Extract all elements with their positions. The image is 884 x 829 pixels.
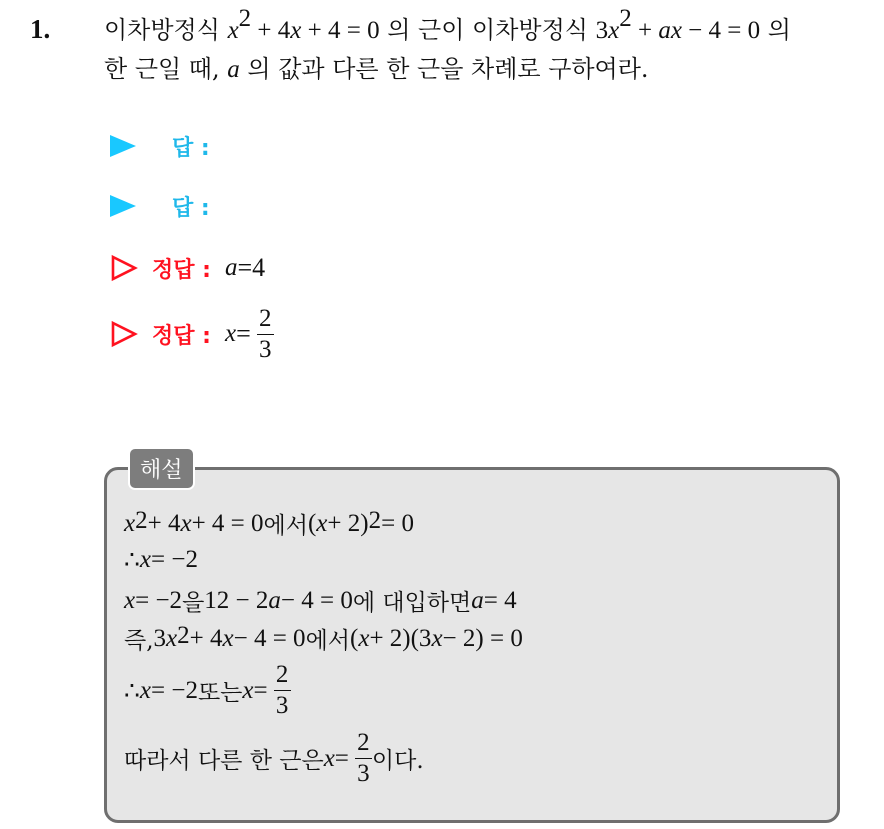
- equation-1: $x^2 + 4x + 4 = 0$: [227, 5, 380, 44]
- correct-row-2: [110, 304, 274, 364]
- solution-line-5: ∴ x = −2 또는 x = $\frac{2}{3}$: [124, 662, 291, 719]
- fraction: $\frac{2}{3}$: [257, 306, 274, 363]
- answer-row-1: [110, 126, 210, 166]
- answer-label: 답 :: [172, 135, 210, 161]
- correct-answer-1: a = 4: [224, 253, 266, 282]
- correct-answer-2: x = $\frac{2}{3}$: [225, 306, 274, 363]
- fraction: $\frac{2}{3}$: [274, 662, 291, 719]
- outline-play-icon: [110, 254, 138, 282]
- play-arrow-icon: [110, 195, 136, 217]
- solution-line-2: ∴ x = −2: [124, 546, 198, 574]
- solution-line-6: 따라서 다른 한 근은 x = $\frac{2}{3}$ 이다.: [124, 729, 424, 787]
- question-text: 의: [760, 16, 791, 44]
- play-arrow-icon: [110, 135, 136, 157]
- question-number: 1.: [30, 14, 51, 44]
- answer-row-2: [110, 186, 210, 226]
- question-text: 의 근이 이차방정식: [379, 16, 596, 44]
- solution-line-4: 즉, 3 x $^2$ + 4 x − 4 = 0 에서 ( x + 2)(3 x − 2) = 0: [124, 621, 523, 654]
- question-line-2: 한 근일 때, a 의 값과 다른 한 근을 차례로 구하여라.: [104, 55, 649, 83]
- fraction: $\frac{2}{3}$: [355, 730, 372, 787]
- solution-line-3: x = −2 을 12 − 2 a − 4 = 0 에 대입하면 a = 4: [124, 586, 517, 616]
- question-text: 이차방정식: [104, 16, 228, 44]
- solution-tag: 해설: [128, 447, 195, 490]
- correct-row-1: [110, 248, 265, 288]
- outline-play-icon: [110, 320, 138, 348]
- correct-label: 정답 :: [152, 257, 211, 283]
- equation-2: $3x^2$ + ax − 4 = 0: [595, 5, 761, 44]
- question-line-1: [104, 5, 791, 47]
- answer-label: 답 :: [172, 195, 210, 221]
- correct-label: 정답 :: [152, 323, 211, 349]
- solution-line-1: x $^2$ + 4 x + 4 = 0 에서 ( x + 2) $^2$ = 0: [124, 506, 414, 539]
